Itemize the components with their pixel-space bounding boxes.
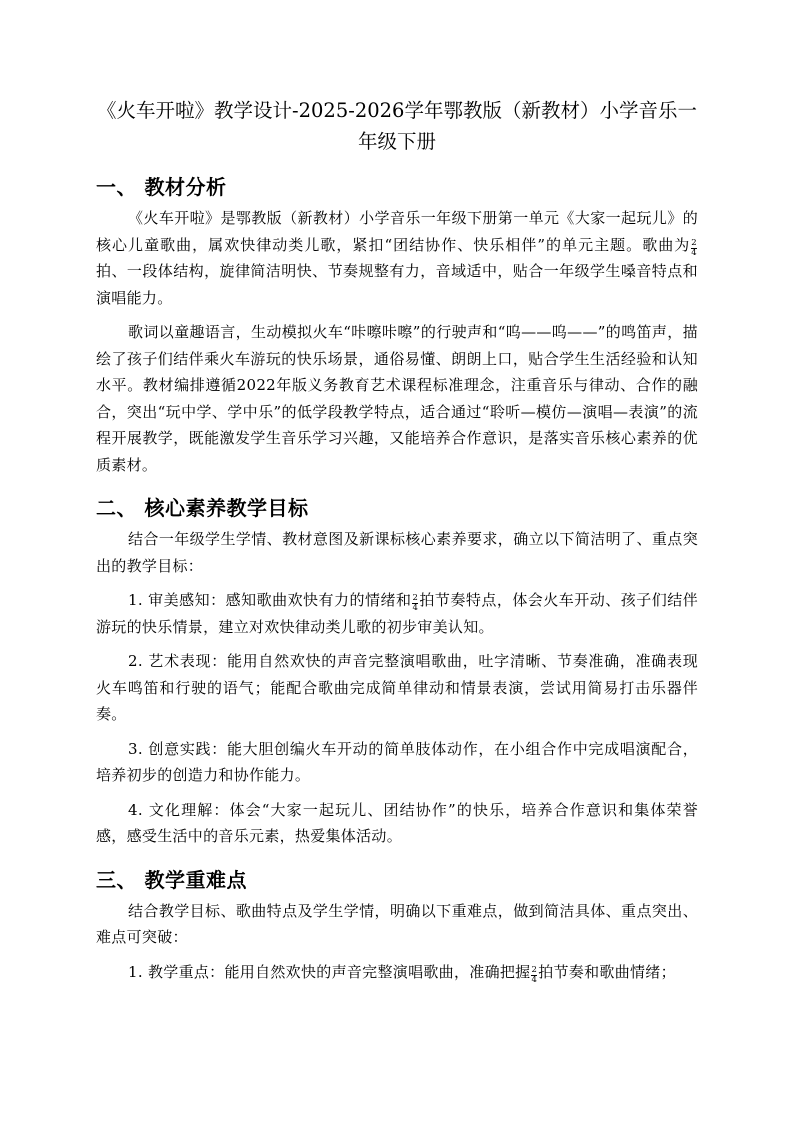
section-heading-key-points: 三、 教学重难点 xyxy=(96,867,247,892)
document-title: 《火车开啦》教学设计-2025-2026学年鄂教版（新教材）小学音乐一年级下册 xyxy=(97,99,697,153)
time-signature-numerator: 2 xyxy=(691,237,697,248)
time-signature-denominator: 4 xyxy=(691,247,697,258)
time-signature-numerator: 2 xyxy=(412,593,419,603)
list-item-aesthetic xyxy=(96,587,698,640)
paragraph-text: 拍节奏和歌曲情绪； xyxy=(538,962,676,981)
time-signature-denominator: 4 xyxy=(531,974,538,985)
list-item-key-point xyxy=(96,959,698,986)
list-item-culture: 4. 文化理解：体会“大家一起玩儿、团结协作”的快乐，培养合作意识和集体荣誉感，感受生活中的音乐元素，热爱集体活动。 xyxy=(96,800,698,845)
time-signature-2-4 xyxy=(412,594,418,613)
time-signature-2-4 xyxy=(691,239,697,258)
time-signature-numerator: 2 xyxy=(531,964,538,975)
section-heading-objectives: 二、 核心素养教学目标 xyxy=(96,496,309,520)
paragraph-text: 1. 审美感知：感知歌曲欢快有力的情绪和 xyxy=(128,591,412,609)
paragraph-key-points-intro: 结合教学目标、歌曲特点及学生学情，明确以下重难点，做到简洁具体、重点突出、难点可突破： xyxy=(96,901,698,946)
paragraph-analysis-2: 歌词以童趣语言，生动模拟火车“咔嚓咔嚓”的行驶声和“呜——呜——”的鸣笛声，描绘了孩子们结伴乘火车游玩的快乐场景，通俗易懂、朗朗上口，贴合学生生活经验和认知水平。教材编排遵循2022年版义务教育艺术课程标准理念，注重音乐与律动、合作的融合，突出“玩中学、学中乐”的低学段教学特点，适合通过“聆听—模仿—演唱—表演”的流程开展教学，既能激发学生音乐学习兴趣，又能培养合作意识，是落实音乐核心素养的优质素材。 xyxy=(96,323,698,474)
paragraph-text: 《火车开啦》是鄂教版（新教材）小学音乐一年级下册第一单元《大家一起玩儿》的核心儿童歌曲，属欢快律动类儿歌，紧扣“团结协作、快乐相伴”的单元主题。歌曲为 xyxy=(96,209,698,254)
paragraph-objectives-intro: 结合一年级学生学情、教材意图及新课标核心素养要求，确立以下简洁明了、重点突出的教学目标： xyxy=(96,530,698,575)
list-item-creative: 3. 创意实践：能大胆创编火车开动的简单肢体动作，在小组合作中完成唱演配合，培养初步的创造力和协作能力。 xyxy=(96,739,698,784)
paragraph-text: 拍节奏特点，体会火车开动、孩子们结伴游玩的快乐情景，建立对欢快律动类儿歌的初步审美认知。 xyxy=(96,591,698,636)
time-signature-denominator: 4 xyxy=(412,603,419,613)
list-item-expression: 2. 艺术表现：能用自然欢快的声音完整演唱歌曲，吐字清晰、节奏准确，准确表现火车鸣笛和行驶的语气；能配合歌曲完成简单律动和情景表演，尝试用简易打击乐器伴奏。 xyxy=(96,652,698,723)
paragraph-analysis-1 xyxy=(96,205,698,311)
section-heading-analysis: 一、 教材分析 xyxy=(96,175,227,199)
paragraph-text: 拍、一段体结构，旋律简洁明快、节奏规整有力，音域适中，贴合一年级学生嗓音特点和演唱能力。 xyxy=(96,262,698,307)
document-page xyxy=(96,95,698,993)
paragraph-text: 1. 教学重点：能用自然欢快的声音完整演唱歌曲，准确把握 xyxy=(128,962,531,981)
time-signature-2-4 xyxy=(531,966,537,985)
